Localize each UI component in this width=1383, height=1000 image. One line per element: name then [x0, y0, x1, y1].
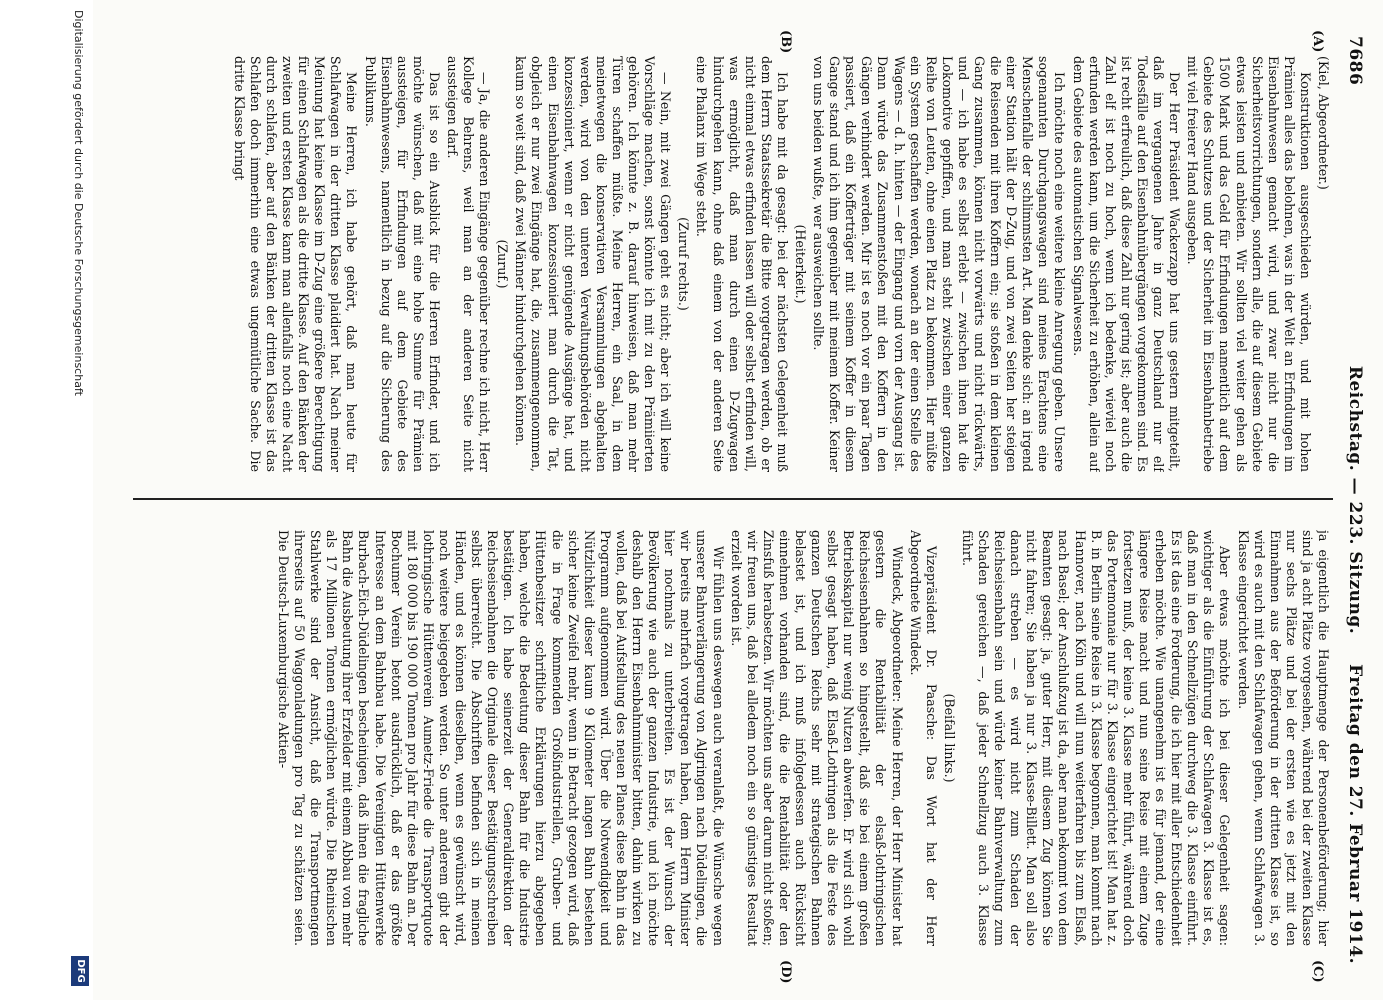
margin-letter-b: (B): [778, 30, 793, 54]
paragraph: — Nein, mit zwei Gängen geht es nicht; aber ich will keine Vorschläge machen, sonst könnte ich mit zu den Prämiierten gehören. Ich könnte z. B. darauf hinweisen, daß man mehr Türen schaffen müßte. Meine Herren, ein Saal, in dem meinetwegen die konservativen Versammlungen abgehalten werden, wird von den unteren Verwaltungsbehörden nicht konzessioniert, wenn er nicht genügende Ausgänge hat, und einen Eisenbahnwagen konzessioniert man durch die Tat, obgleich er nur zwei Eingänge hat, die, zusammengenommen, kaum so weit sind, daß zwei Männer hindurchgehen können.: [513, 56, 674, 472]
paragraph: ja eigentlich die Hauptmenge der Personenbeförderung; hier sind ja acht Plätze vorgesehen, während bei der zweiten Klasse nur sechs Plätze und bei der ersten wie es jetzt mit den Einnahmen aus der Beförderung in der dritten Klasse ist, so wird es auch mit den Schlafwagen gehen, wenn Schlafwagen 3. Klasse eingerichtet werden.: [1235, 530, 1331, 946]
paragraph: Aber etwas möchte ich bei dieser Gelegenheit sagen: wichtiger als die Einführung der Schlafwagen 3. Klasse ist es, daß man in den Schnellzügen durchweg die 3. Klasse einführt. Es ist das eine Forderung, die ich hier mit aller Entschiedenheit erheben möchte. Wie unangenehm ist es für jemand, der eine längere Reise macht und nun seine Reise mit einem Zuge fortsetzen muß, der keine 3. Klasse mehr führt, während doch das Portemonnaie nur für 3. Klasse eingerichtet ist! Man hat z. B. in Berlin seine Reise in 3. Klasse begonnen, man kommt nach Hannover, nach Köln und will nun weiterfahren bis zum Elsaß, nach Basel; der Anschlußzug ist da, aber man bekommt von dem Beamten gesagt: ja, guter Herr, mit diesem Zug können Sie nicht fahren; Sie haben ja nur 3. Klasse-Billett. Man soll also danach streben — es wird nicht zum Schaden der Reichseisenbahn sein und würde keiner Bahnverwaltung zum Schaden gereichen —, daß jeder Schnellzug auch 3. Klasse führt.: [959, 530, 1233, 946]
funding-notice: Digitalisierung gefördert durch die Deutsche Forschungsgemeinschaft: [72, 10, 85, 396]
paragraph: Meine Herren, ich habe gehört, daß man heute für Schlafwagen in der dritten Klasse plaidiert hat. Nach meiner Meinung hat keine Klasse im D-Zug eine größere Berechtigung für einen Schlafwagen als die dritte Klasse. Auf den Bänken der zweiten und ersten Klasse kann man allenfalls noch eine Nacht durch schlafen, aber auf den Bänken der dritten Klasse ist das Schlafen doch immerhin eine etwas ungemütliche Sache. Die dritte Klasse bringt: [231, 56, 360, 472]
page-number: 7686: [1345, 36, 1365, 86]
interjection: (Heiterkeit.): [793, 224, 808, 304]
paragraph: Das ist so ein Ausblick für die Herren Erfinder, und ich möchte wünschen, daß mit eine hohe Summe für Prämien aussteigen, für Erfindungen auf dem Gebiete des Eisenbahnwesens, namentlich in bezug auf die Sicherung des Publikums.: [362, 56, 442, 472]
page-header: [1339, 36, 1369, 964]
paragraph: — Ja, die anderen Eingänge gegenüber rechne ich nicht, Herr Kollege Behrens, weil man an der anderen Seite nicht aussteigen darf.: [445, 56, 493, 472]
paragraph: Wir fühlen uns deswegen auch veranlaßt, die Wünsche wegen unserer Bahnverlängerung von Algringen nach Düdelingen, die wir bereits mehrfach vorgetragen haben, dem Herrn Minister hier nochmals zu unterbreiten. Es ist der Wunsch der Bevölkerung wie auch der ganzen Industrie, und ich möchte deshalb den Herrn Eisenbahnminister bitten, dahin wirken zu wollen, daß bei Aufstellung des neuen Planes diese Bahn in das Programm aufgenommen wird. Über die Notwendigkeit und Nützlichkeit dieser kaum 9 Kilometer langen Bahn bestehen sicher keine Zweifel mehr, wenn in Betracht gezogen wird, daß die in Frage kommenden Großindustriellen, Gruben- und Hüttenbesitzer schriftliche Erklärungen hierzu abgegeben haben, welche die Bedeutung dieser Bahn für die Industrie bestätigen. Ich habe seinerzeit der Generaldirektion der Reichseisenbahnen die Originale dieser Bestätigungsschreiben selbst überreicht. Die Abschriften befinden sich in meinen Händen, und es können dieselben, wenn es gewünscht wird, noch weitere beigegeben werden. So unter anderem gibt der lothringische Hüttenverein Aumetz-Friede die Transportquote mit 180 000 bis 190 000 Tonnen pro Jahr für diese Bahn an. Der Bochumer Verein betont ausdrücklich, daß er das größte Interesse an dem Bahnbau habe. Die Vereinigten Hüttenwerke Burbach-Eich-Düdelingen bescheinigen, daß ihnen die fragliche Bahn die Ausbeutung ihrer Erzfelder mit einem Abbau von mehr als 17 Millionen Tonnen ermöglichen würde. Die Rheinischen Stahlwerke sind der Ansicht, daß die Transportmengen ihrerseits auf 50 Waggonladungen pro Tag zu schätzen seien. Die Deutsch-Luxemburgische Aktien-: [276, 530, 726, 946]
paragraph: Windeck, Abgeordneter: Meine Herren, der Herr Minister hat gestern die Rentabilität der elsaß-lothringischen Reichseisenbahnen so hingestellt, daß sie bei einem großen Betriebskapital nur wenig Nutzen abwerfen. Er wird sich wohl selbst gesagt haben, daß Elsaß-Lothringen als die Feste des ganzen Deutschen Reichs sehr mit strategischen Bahnen belastet ist, und ich muß infolgedessen auch Rücksicht einnehmen vorhanden sind, die die Rentabilität oder den Zinsfuß herabsetzen. Wir möchten uns aber darum nicht stoßen; wir freuen uns, daß bei alledem noch ein so günstiges Resultat erzielt worden ist.: [728, 530, 905, 946]
session-date: Freitag den 27. Februar 1914.: [1345, 664, 1365, 964]
paragraph: Ich möchte noch eine weitere kleine Anregung geben. Unsere sogenannten Durchgangswagen sind meines Erachtens eine Menschenfalle der schlimmsten Art. Man denke sich: an irgend einer Station hält der D-Zug, und von zwei Seiten her steigen die Reisenden mit ihren Koffern ein; sie stoßen in dem kleinen Gang zusammen, können nicht vorwärts und nicht rückwärts, und — ich habe es selbst erlebt — zwischen ihnen hat die Lokomotive gepfiffen, und man steht zwischen einer ganzen Reihe von Leuten, ohne einen Platz zu bekommen. Hier müßte ein System geschaffen werden, wonach an der einen Stelle des Wagens — d. h. hinten — der Eingang und vorn der Ausgang ist. Dann würde das Zusammenstoßen mit den Koffern in den Gängen verhindert werden. Mir ist es noch vor ein paar Tagen passiert, daß ein Kofferträger mit seinem Koffer in diesem Gange stand und ich ihm gegenüber mit meinem Koffer. Keiner von uns beiden wußte, wer ausweichen sollte.: [811, 56, 1068, 472]
margin-letter-d: (D): [778, 960, 793, 984]
paragraph: Ich habe mit da gesagt: bei der nächsten Gelegenheit muß dem Herrn Staatssekretär die Bitte vorgetragen werden, ob er nicht einmal etwas erfinden lassen will oder selbst erfinden will, was ermöglicht, daß man durch einen D-Zugwagen hindurchgehen kann, ohne daß einem von der anderen Seite eine Phalanx im Wege steht.: [694, 56, 790, 472]
interjection: (Zuruf.): [495, 239, 511, 289]
margin-letter-c: (C): [1310, 960, 1325, 983]
left-text-column: [136, 56, 1331, 472]
column-divider: [133, 498, 1333, 500]
dfg-logo: DFG: [71, 956, 89, 986]
digitization-footer: [63, 0, 93, 1000]
running-title: Reichstag. — 223. Sitzung.: [1345, 365, 1365, 635]
paragraph: Konstruktionen ausgeschieden würden, und mit hohen Prämien alles das belohnen, was in der Welt an Erfindungen im Eisenbahnwesen gemacht wird, und zwar nicht nur die Sicherheitsvorrichtungen, sondern alle, die auf diesem Gebiete etwas leisten und anbieten. Wir sollten viel weiter gehen als 1500 Mark und das Geld für Erfindungen namentlich auf dem Gebiete des Schutzes und der Sicherheit im Eisenbahnbetriebe mit viel freierer Hand ausgeben.: [1185, 56, 1313, 472]
speaker-intro: Vizepräsident Dr. Paasche: Das Wort hat der Herr Abgeordnete Windeck.: [907, 530, 939, 946]
paragraph: (Kiel, Abgeordneter.): [1316, 56, 1331, 190]
interjection: (Zuruf rechts.): [676, 217, 692, 311]
right-text-column: [136, 530, 1331, 946]
margin-letter-a: (A): [1310, 30, 1325, 53]
rotated-document-page: [63, 0, 1383, 1000]
interjection: (Beifall links.): [941, 693, 957, 783]
paragraph: Der Herr Präsident Wackerzapp hat uns gestern mitgeteilt, daß im vergangenen Jahre in ganz Deutschland nur elf Todesfälle auf den Eisenbahnübergängen vorgekommen sind. Es ist recht erfreulich, daß diese Zahl nur gering ist; aber auch die Zahl elf ist noch zu hoch, wenn ich bedenke, wieviel noch erfunden werden kann, um die Sicherheit zu erhöhen, allein auf dem Gebiete des automatischen Signalwesens.: [1070, 56, 1183, 472]
